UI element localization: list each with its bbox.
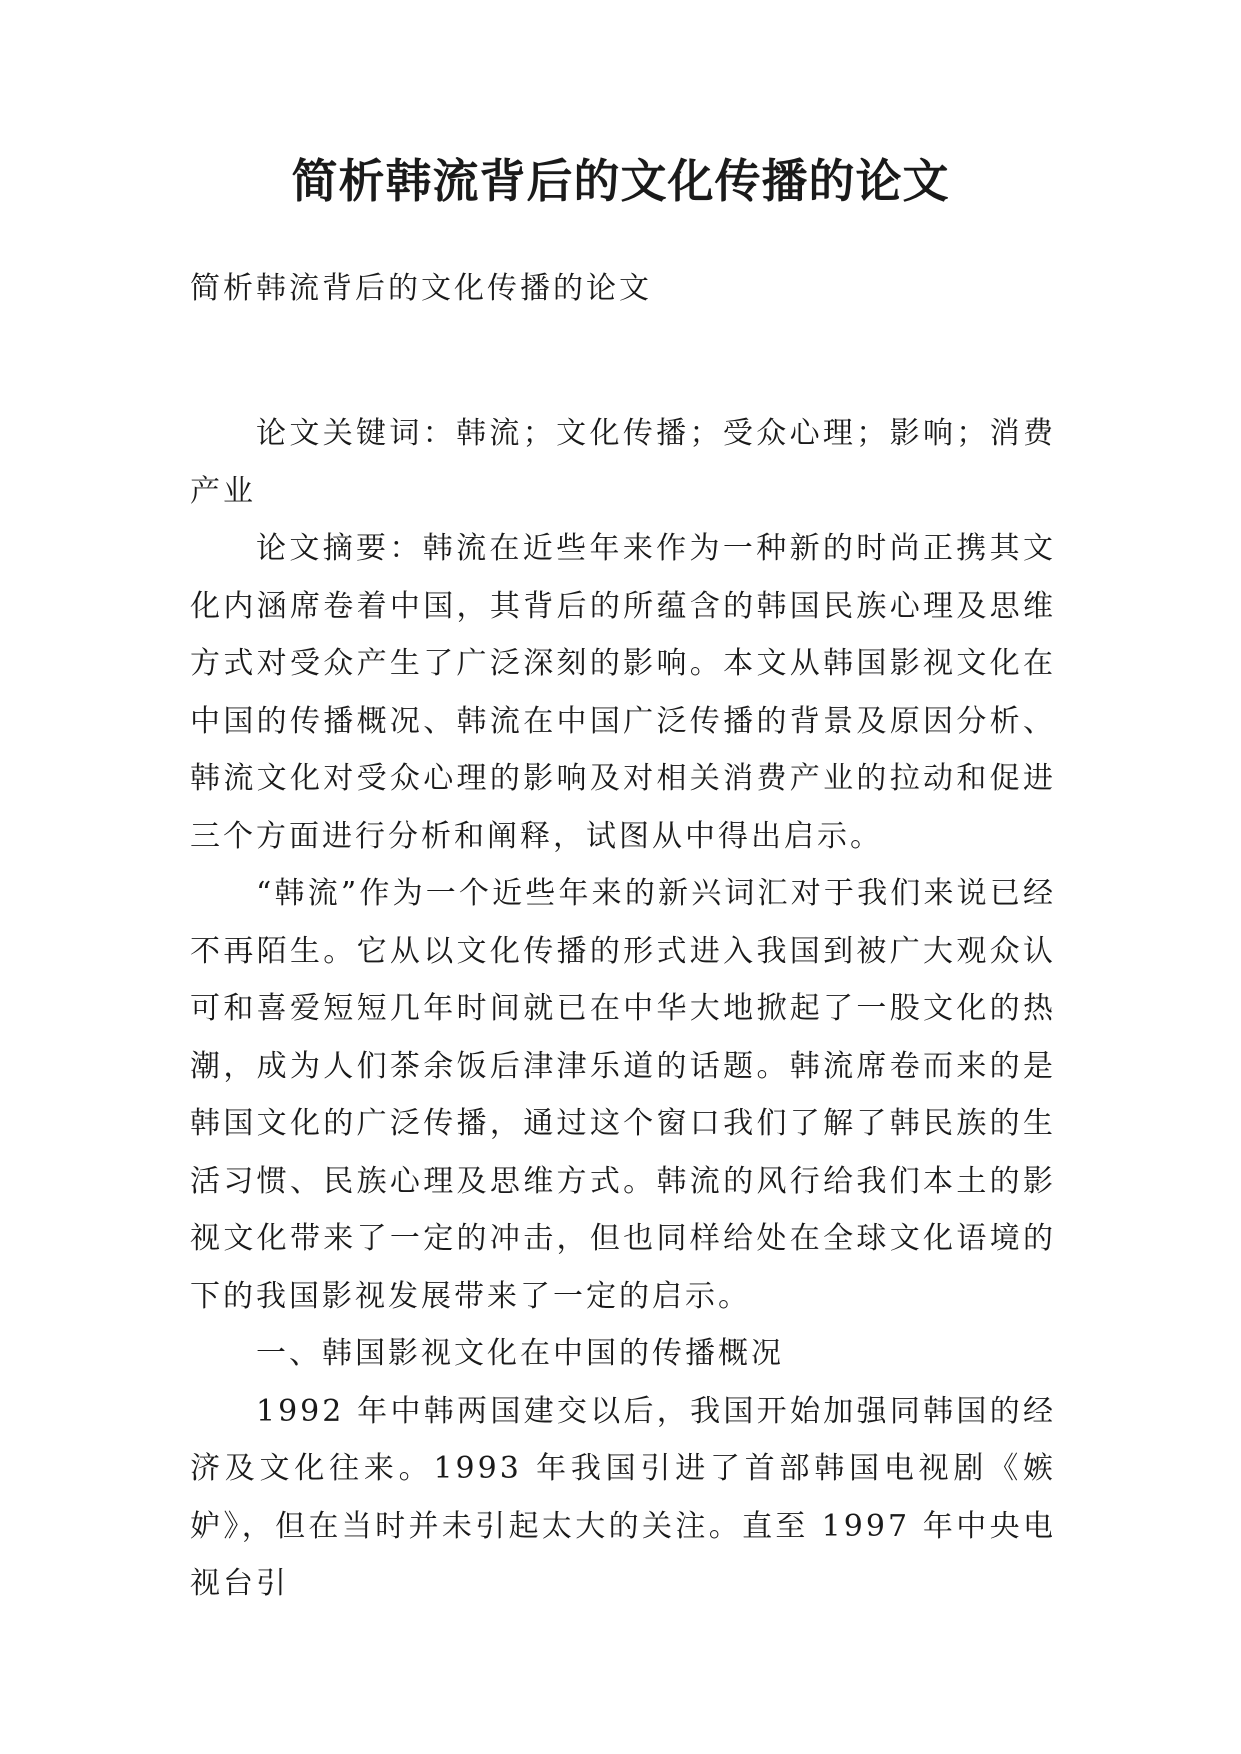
section-heading: 一、韩国影视文化在中国的传播概况 (256, 1336, 784, 1371)
keywords-paragraph: 论文关键词：韩流；文化传播；受众心理；影响；消费产业 (190, 416, 1056, 509)
document-subtitle: 简析韩流背后的文化传播的论文 (190, 271, 652, 306)
document-body (190, 405, 1056, 1613)
history-paragraph: 1992 年中韩两国建交以后，我国开始加强同韩国的经济及文化往来。1993 年我国引进了首部韩国电视剧《嫉妒》，但在当时并未引起太大的关注。直至 1997 年中央电视台引 (190, 1393, 1056, 1601)
abstract-paragraph: 论文摘要：韩流在近些年来作为一种新的时尚正携其文化内涵席卷着中国，其背后的所蕴含的韩国民族心理及思维方式对受众产生了广泛深刻的影响。本文从韩国影视文化在中国的传播概况、韩流在中国广泛传播的背景及原因分析、韩流文化对受众心理的影响及对相关消费产业的拉动和促进三个方面进行分析和阐释，试图从中得出启示。 (190, 531, 1056, 854)
document-title: 简析韩流背后的文化传播的论文 (291, 154, 950, 208)
intro-paragraph: “韩流”作为一个近些年来的新兴词汇对于我们来说已经不再陌生。它从以文化传播的形式进入我国到被广大观众认可和喜爱短短几年时间就已在中华大地掀起了一股文化的热潮，成为人们茶余饭后津津乐道的话题。韩流席卷而来的是韩国文化的广泛传播，通过这个窗口我们了解了韩民族的生活习惯、民族心理及思维方式。韩流的风行给我们本土的影视文化带来了一定的冲击，但也同样给处在全球文化语境的下的我国影视发展带来了一定的启示。 (190, 876, 1056, 1314)
